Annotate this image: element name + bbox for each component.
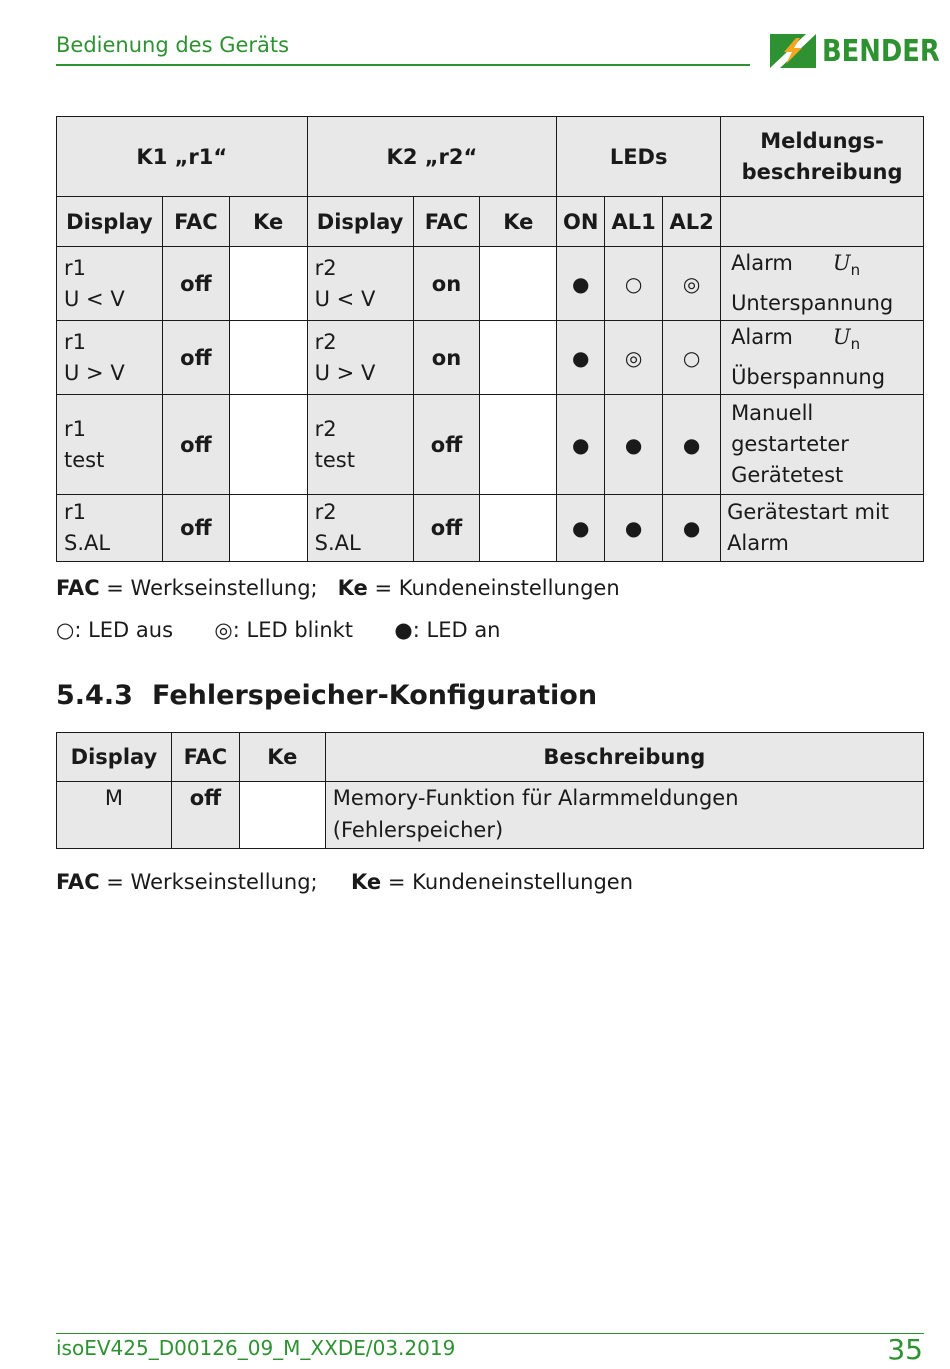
bender-logo-text: BENDER [822, 33, 940, 69]
fac-header: FAC [171, 733, 239, 782]
led-blink-text: LED blinkt [246, 618, 354, 642]
led-on-cell: ● [557, 321, 605, 395]
k2-display-cell: r2 S.AL [307, 495, 413, 562]
led-al2-cell: ○ [663, 321, 721, 395]
k1-ke-cell [229, 495, 307, 562]
description-cell: Gerätestart mit Alarm [721, 495, 924, 562]
bender-logo-icon [770, 34, 816, 68]
led-on-cell: ● [557, 247, 605, 321]
led-al1-cell: ● [605, 395, 663, 495]
display-header: Display [57, 733, 172, 782]
k1-fac-cell: off [162, 247, 229, 321]
k2-fac-cell: on [413, 247, 480, 321]
table-row [57, 247, 924, 321]
legend-fac-label: FAC [56, 576, 100, 600]
k1-fac-header: FAC [162, 197, 229, 247]
k1-header: K1 „r1“ [57, 117, 308, 197]
table-row [57, 495, 924, 562]
description-cell: Manuell gestarteter Gerätetest [721, 395, 924, 495]
led-off-icon: ○: [56, 618, 82, 642]
led-al1-cell: ◎ [605, 321, 663, 395]
table-subheader-row [57, 197, 924, 247]
led-blink-icon: ◎: [214, 618, 240, 642]
k1-fac-cell: off [162, 495, 229, 562]
legend-fac-text: = Werkseinstellung; [99, 576, 318, 600]
table-header-row [57, 733, 924, 782]
led-al2-cell: ◎ [663, 247, 721, 321]
led-legend [56, 618, 501, 642]
footer-rule [56, 1333, 924, 1334]
section-heading [56, 680, 597, 711]
running-header: Bedienung des Geräts [56, 33, 290, 57]
page-number: 35 [887, 1333, 923, 1366]
description-header [721, 117, 924, 197]
footer-document-id: isoEV425_D00126_09_M_XXDE/03.2019 [56, 1336, 456, 1360]
k1-ke-cell [229, 247, 307, 321]
leds-header: LEDs [557, 117, 721, 197]
ke-header: Ke [239, 733, 325, 782]
k2-ke-cell [480, 395, 557, 495]
k2-ke-cell [480, 247, 557, 321]
legend-ke-label: Ke [351, 870, 382, 894]
legend-ke-text: = Kundeneinstellungen [381, 870, 634, 894]
k2-display-cell: r2 U > V [307, 321, 413, 395]
section-title: Fehlerspeicher-Konfiguration [152, 680, 598, 711]
led-on-cell: ● [557, 495, 605, 562]
k1-ke-cell [229, 395, 307, 495]
description-subheader [721, 197, 924, 247]
fac-ke-legend [56, 576, 620, 600]
k1-ke-cell [229, 321, 307, 395]
legend-ke-text: = Kundeneinstellungen [367, 576, 620, 600]
led-al1-cell: ● [605, 495, 663, 562]
k1-display-cell: r1 S.AL [57, 495, 163, 562]
header-rule [56, 64, 750, 66]
led-al2-cell: ● [663, 395, 721, 495]
led-al1-header: AL1 [605, 197, 663, 247]
table-row [57, 782, 924, 849]
k2-ke-header: Ke [480, 197, 557, 247]
k2-fac-cell: off [413, 395, 480, 495]
section-number: 5.4.3 [56, 680, 133, 711]
led-al2-header: AL2 [663, 197, 721, 247]
fac-ke-legend-2 [56, 870, 633, 894]
k2-display-cell: r2 U < V [307, 247, 413, 321]
k2-ke-cell [480, 321, 557, 395]
led-on-header: ON [557, 197, 605, 247]
relay-led-table [56, 116, 924, 562]
led-on-cell: ● [557, 395, 605, 495]
k2-fac-cell: on [413, 321, 480, 395]
k1-display-cell: r1 U < V [57, 247, 163, 321]
table-row [57, 321, 924, 395]
k1-display-header: Display [57, 197, 163, 247]
k1-fac-cell: off [162, 395, 229, 495]
k2-display-cell: r2 test [307, 395, 413, 495]
k1-fac-cell: off [162, 321, 229, 395]
display-cell: M [57, 782, 172, 849]
table-header-row [57, 117, 924, 197]
k2-ke-cell [480, 495, 557, 562]
led-on-icon: ●: [394, 618, 420, 642]
description-header-line2: beschreibung [741, 159, 903, 184]
description-cell: Alarm $U_n$ Überspannung [721, 321, 924, 395]
fac-cell: off [171, 782, 239, 849]
k2-fac-header: FAC [413, 197, 480, 247]
k1-display-cell: r1 test [57, 395, 163, 495]
description-header: Beschreibung [325, 733, 923, 782]
k1-display-cell: r1 U > V [57, 321, 163, 395]
description-cell: Alarm $U_n$ Unterspannung [721, 247, 924, 321]
ke-cell [239, 782, 325, 849]
k2-display-header: Display [307, 197, 413, 247]
legend-fac-label: FAC [56, 870, 100, 894]
bender-logo [770, 32, 950, 70]
description-header-line1: Meldungs- [760, 128, 884, 153]
led-on-text: LED an [426, 618, 501, 642]
table-row [57, 395, 924, 495]
led-al1-cell: ○ [605, 247, 663, 321]
k2-header: K2 „r2“ [307, 117, 557, 197]
description-cell: Memory-Funktion für Alarmmeldungen (Fehlerspeicher) [325, 782, 923, 849]
k1-ke-header: Ke [229, 197, 307, 247]
led-al2-cell: ● [663, 495, 721, 562]
legend-ke-label: Ke [337, 576, 368, 600]
k2-fac-cell: off [413, 495, 480, 562]
memory-config-table [56, 732, 924, 849]
led-off-text: LED aus [88, 618, 174, 642]
legend-fac-text: = Werkseinstellung; [99, 870, 318, 894]
